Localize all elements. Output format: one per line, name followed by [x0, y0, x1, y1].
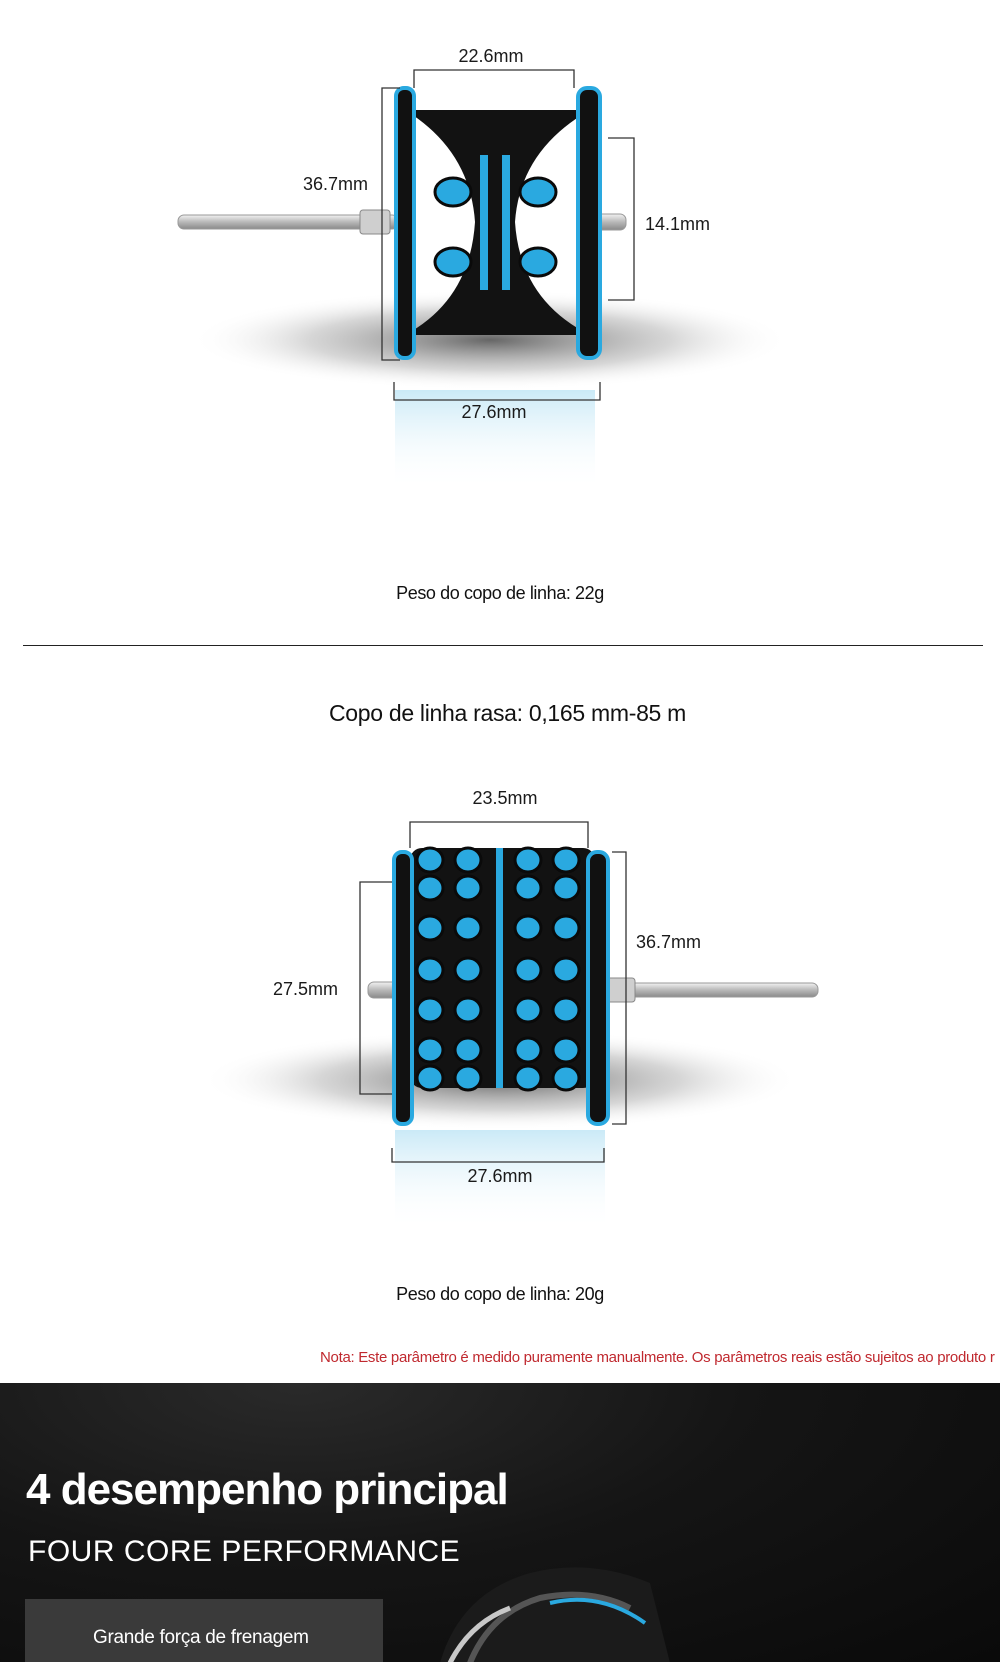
- spool-hole: [515, 998, 541, 1022]
- spool-flange-right: [578, 88, 600, 358]
- spool-hole: [417, 876, 443, 900]
- spool-hole: [515, 1038, 541, 1062]
- spool-hole: [417, 958, 443, 982]
- performance-card[interactable]: [25, 1599, 383, 1662]
- reel-image: [430, 1553, 670, 1662]
- spool-hole: [455, 1038, 481, 1062]
- spool-hole: [553, 1066, 579, 1090]
- spool-hole: [515, 1066, 541, 1090]
- shallow-spool-title: Copo de linha rasa: 0,165 mm-85 m: [328, 700, 686, 726]
- spool-hole: [553, 848, 579, 872]
- spool-hole: [553, 916, 579, 940]
- spool-hole: [515, 958, 541, 982]
- spool-hole: [417, 848, 443, 872]
- section-divider: [23, 645, 983, 646]
- spool-hole: [553, 958, 579, 982]
- spool-shallow-diagram: [0, 760, 1000, 1280]
- dim-width-top: 22.6mm: [458, 46, 524, 66]
- spool-hole: [417, 998, 443, 1022]
- spool-hole: [455, 998, 481, 1022]
- performance-subtitle: FOUR CORE PERFORMANCE: [28, 1535, 461, 1568]
- spool-hole: [455, 1066, 481, 1090]
- dim-height-left: 27.5mm: [272, 979, 338, 999]
- dim-height-right: 36.7mm: [636, 932, 702, 952]
- spool-hole: [553, 998, 579, 1022]
- spool-hole: [417, 1066, 443, 1090]
- spool-hole: [455, 916, 481, 940]
- spool-flange-left: [394, 852, 412, 1124]
- spool-hole: [515, 848, 541, 872]
- spool-hole: [417, 1038, 443, 1062]
- spool-hole: [515, 876, 541, 900]
- dim-width-top: 23.5mm: [472, 788, 538, 808]
- spool-flange-left: [396, 88, 414, 358]
- spool-shallow-section: [0, 760, 1000, 1320]
- spool-deep-weight-caption: Peso do copo de linha: 22g: [396, 583, 604, 603]
- performance-title: 4 desempenho principal: [26, 1465, 508, 1514]
- spool-shallow-weight-caption: Peso do copo de linha: 20g: [396, 1284, 604, 1304]
- dim-width-bottom: 27.6mm: [461, 402, 527, 422]
- performance-banner: [0, 1383, 1000, 1662]
- spool-deep-diagram: [0, 0, 1000, 560]
- dim-width-bottom: 27.6mm: [467, 1166, 533, 1186]
- spool-deep-section: [0, 0, 1000, 640]
- performance-card-label: Grande força de frenagem: [93, 1627, 309, 1648]
- spool-flange-right: [588, 852, 608, 1124]
- spool-hole: [553, 1038, 579, 1062]
- dim-height-right: 14.1mm: [645, 214, 711, 234]
- spool-hole: [553, 876, 579, 900]
- spool-hole: [515, 916, 541, 940]
- spool-hole: [455, 958, 481, 982]
- spool-hole: [417, 916, 443, 940]
- spool-hole: [455, 848, 481, 872]
- spool-hole: [455, 876, 481, 900]
- measurement-note: Nota: Este parâmetro é medido puramente manualmente. Os parâmetros reais estão sujeitos ao produto r: [320, 1349, 995, 1366]
- dim-height-left: 36.7mm: [302, 174, 368, 194]
